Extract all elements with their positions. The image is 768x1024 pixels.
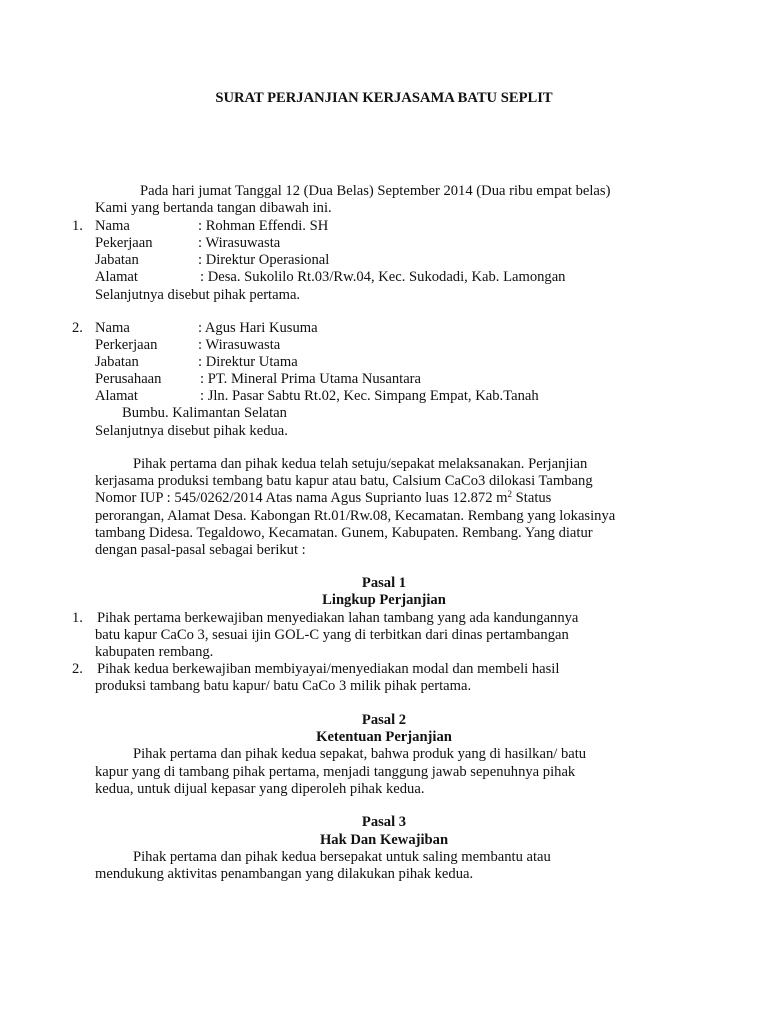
pasal-2-heading: Pasal 2 bbox=[361, 712, 407, 728]
party-2-address-continuation: Bumbu. Kalimantan Selatan bbox=[122, 405, 287, 421]
party-2-address-label: Alamat bbox=[95, 388, 138, 404]
party-1-number: 1. bbox=[72, 218, 83, 234]
agreement-line-6: dengan pasal-pasal sebagai berikut : bbox=[95, 542, 306, 558]
party-1-position-value: : Direktur Operasional bbox=[198, 252, 330, 268]
party-1-closing: Selanjutnya disebut pihak pertama. bbox=[95, 287, 301, 303]
agreement-line-3 bbox=[95, 490, 551, 507]
party-2-company-value: : PT. Mineral Prima Utama Nusantara bbox=[200, 371, 422, 387]
party-2-name-label: Nama bbox=[95, 320, 130, 336]
party-1-name-label: Nama bbox=[95, 218, 130, 234]
party-1-position-label: Jabatan bbox=[95, 252, 139, 268]
party-2-position-label: Jabatan bbox=[95, 354, 139, 370]
pasal-1-item-1-line-2: batu kapur CaCo 3, sesuai ijin GOL-C yang di terbitkan dari dinas pertambangan bbox=[95, 627, 569, 643]
pasal-1-item-2-number: 2. bbox=[72, 661, 83, 677]
pasal-1-item-1-line-1: Pihak pertama berkewajiban menyediakan lahan tambang yang ada kandungannya bbox=[97, 610, 579, 626]
party-2-name-value: : Agus Hari Kusuma bbox=[198, 320, 318, 336]
party-2-job-value: : Wirasuwasta bbox=[198, 337, 281, 353]
pasal-1-item-2-line-2: produksi tambang batu kapur/ batu CaCo 3 milik pihak pertama. bbox=[95, 678, 472, 694]
opening-line-1: Pada hari jumat Tanggal 12 (Dua Belas) September 2014 (Dua ribu empat belas) bbox=[140, 183, 611, 199]
pasal-2-line-2: kapur yang di tambang pihak pertama, menjadi tanggung jawab sepenuhnya pihak bbox=[95, 764, 576, 780]
pasal-3-subheading: Hak Dan Kewajiban bbox=[319, 832, 449, 848]
party-2-job-label: Perkerjaan bbox=[95, 337, 158, 353]
document-title: SURAT PERJANJIAN KERJASAMA BATU SEPLIT bbox=[215, 90, 553, 106]
pasal-3-line-2: mendukung aktivitas penambangan yang dilakukan pihak kedua. bbox=[95, 866, 474, 882]
party-1-address-label: Alamat bbox=[95, 269, 138, 285]
party-1-name-value: : Rohman Effendi. SH bbox=[198, 218, 329, 234]
agreement-line-3-tail: Status bbox=[512, 490, 552, 506]
party-2-position-value: : Direktur Utama bbox=[198, 354, 298, 370]
party-2-number: 2. bbox=[72, 320, 83, 336]
pasal-1-item-2-line-1: Pihak kedua berkewajiban membiyayai/menyediakan modal dan membeli hasil bbox=[97, 661, 560, 677]
pasal-1-heading: Pasal 1 bbox=[361, 575, 407, 591]
area-unit-superscript: 2 bbox=[507, 489, 513, 499]
party-2-closing: Selanjutnya disebut pihak kedua. bbox=[95, 423, 288, 439]
opening-line-2: Kami yang bertanda tangan dibawah ini. bbox=[95, 200, 332, 216]
party-1-job-label: Pekerjaan bbox=[95, 235, 153, 251]
agreement-line-4: perorangan, Alamat Desa. Kabongan Rt.01/Rw.08, Kecamatan. Rembang yang lokasinya bbox=[95, 508, 616, 524]
party-2-company-label: Perusahaan bbox=[95, 371, 162, 387]
party-2-address-value: : Jln. Pasar Sabtu Rt.02, Kec. Simpang Empat, Kab.Tanah bbox=[200, 388, 539, 404]
agreement-line-2: kerjasama produksi tembang batu kapur atau batu, Calsium CaCo3 dilokasi Tambang bbox=[95, 473, 593, 489]
pasal-2-line-3: kedua, untuk dijual kepasar yang diperoleh pihak kedua. bbox=[95, 781, 425, 797]
party-1-address-value: : Desa. Sukolilo Rt.03/Rw.04, Kec. Sukodadi, Kab. Lamongan bbox=[200, 269, 566, 285]
agreement-line-1: Pihak pertama dan pihak kedua telah setuju/sepakat melaksanakan. Perjanjian bbox=[133, 456, 588, 472]
pasal-3-line-1: Pihak pertama dan pihak kedua bersepakat untuk saling membantu atau bbox=[133, 849, 551, 865]
agreement-line-3-text: Nomor IUP : 545/0262/2014 Atas nama Agus Suprianto luas 12.872 m bbox=[95, 490, 508, 506]
pasal-1-item-1-line-3: kabupaten rembang. bbox=[95, 644, 214, 660]
pasal-3-heading: Pasal 3 bbox=[361, 814, 407, 830]
agreement-line-5: tambang Didesa. Tegaldowo, Kecamatan. Gunem, Kabupaten. Rembang. Yang diatur bbox=[95, 525, 593, 541]
pasal-2-subheading: Ketentuan Perjanjian bbox=[316, 729, 452, 745]
party-1-job-value: : Wirasuwasta bbox=[198, 235, 281, 251]
pasal-1-subheading: Lingkup Perjanjian bbox=[322, 592, 446, 608]
pasal-2-line-1: Pihak pertama dan pihak kedua sepakat, bahwa produk yang di hasilkan/ batu bbox=[133, 746, 587, 762]
pasal-1-item-1-number: 1. bbox=[72, 610, 83, 626]
